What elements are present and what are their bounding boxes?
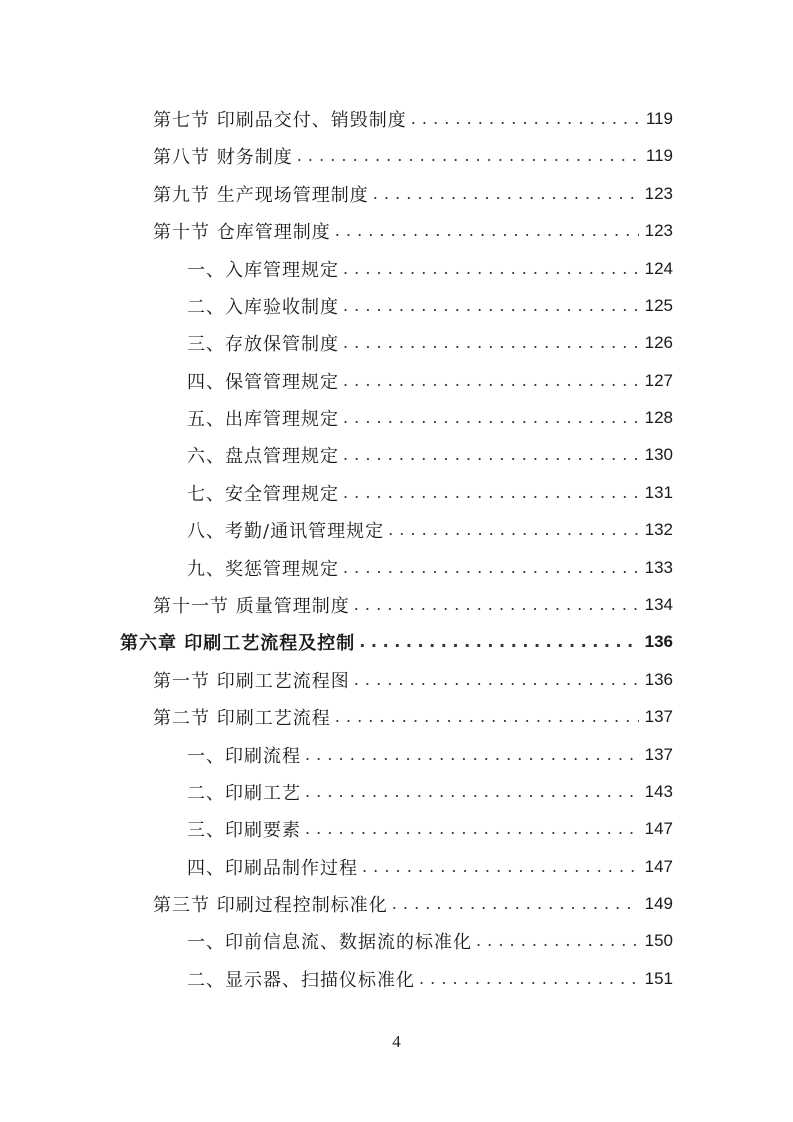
leader-dots [392, 896, 639, 912]
leader-dots [354, 597, 639, 613]
toc-entry-title: 五、出库管理规定 [187, 408, 339, 430]
leader-dots [305, 784, 639, 800]
toc-entry-page: 133 [644, 557, 673, 577]
toc-entry[interactable] [187, 810, 673, 847]
leader-dots [359, 634, 638, 650]
leader-dots [354, 672, 639, 688]
toc-entry-page: 147 [644, 818, 673, 838]
toc-entry-title: 第一节 印刷工艺流程图 [153, 670, 350, 692]
leader-dots [343, 410, 639, 426]
leader-dots [476, 933, 639, 949]
leader-dots [343, 373, 639, 389]
leader-dots [343, 447, 639, 463]
toc-entry-title: 四、保管管理规定 [187, 371, 339, 393]
leader-dots [419, 971, 639, 987]
toc-entry[interactable] [153, 100, 673, 137]
leader-dots [305, 747, 639, 763]
leader-dots [305, 821, 639, 837]
toc-entry-title: 一、印刷流程 [187, 745, 301, 767]
leader-dots [297, 148, 640, 164]
toc-entry[interactable] [153, 698, 673, 735]
toc-entry-page: 147 [644, 856, 673, 876]
leader-dots [373, 186, 639, 202]
toc-entry[interactable] [187, 773, 673, 810]
toc-entry-title: 第九节 生产现场管理制度 [153, 184, 369, 206]
toc-entry-page: 137 [644, 744, 673, 764]
toc-entry-page: 125 [644, 295, 673, 315]
toc-entry[interactable] [187, 436, 673, 473]
leader-dots [343, 261, 639, 277]
toc-entry[interactable] [153, 137, 673, 174]
toc-entry[interactable] [187, 960, 673, 997]
toc-entry-page: 127 [644, 370, 673, 390]
toc-entry-page: 136 [644, 631, 673, 651]
toc-entry-title: 九、奖惩管理规定 [187, 558, 339, 580]
toc-entry-page: 124 [644, 258, 673, 278]
toc-entry-title: 三、印刷要素 [187, 819, 301, 841]
leader-dots [335, 709, 639, 725]
toc-entry[interactable] [187, 922, 673, 959]
toc-entry-title: 第八节 财务制度 [153, 146, 293, 168]
toc-entry-title: 二、显示器、扫描仪标准化 [187, 969, 415, 991]
toc-entry-title: 六、盘点管理规定 [187, 445, 339, 467]
toc-entry[interactable] [153, 661, 673, 698]
toc-entry-title: 第二节 印刷工艺流程 [153, 707, 331, 729]
toc-entry-page: 130 [644, 444, 673, 464]
toc-entry-title: 一、印前信息流、数据流的标准化 [187, 931, 472, 953]
toc-entry-title: 第十一节 质量管理制度 [153, 595, 350, 617]
leader-dots [343, 560, 639, 576]
toc-entry-page: 119 [645, 108, 673, 128]
toc-entry-title: 三、存放保管制度 [187, 333, 339, 355]
toc-entry-title: 七、安全管理规定 [187, 483, 339, 505]
toc-entry-title: 第三节 印刷过程控制标准化 [153, 894, 388, 916]
toc-entry-title: 第六章 印刷工艺流程及控制 [120, 632, 356, 654]
toc-entry[interactable] [187, 362, 673, 399]
page-number: 4 [392, 1032, 401, 1051]
toc-entry[interactable] [187, 474, 673, 511]
toc-entry[interactable] [187, 511, 673, 548]
leader-dots [335, 223, 639, 239]
leader-dots [411, 111, 640, 127]
toc-entry-title: 一、入库管理规定 [187, 259, 339, 281]
toc-entry-page: 136 [644, 669, 673, 689]
toc-entry-page: 150 [644, 930, 673, 950]
toc-entry[interactable] [187, 324, 673, 361]
toc-entry[interactable] [187, 736, 673, 773]
toc-entry-page: 149 [644, 893, 673, 913]
toc-entry[interactable] [153, 885, 673, 922]
toc-entry-page: 151 [644, 968, 673, 988]
toc-entry-page: 132 [644, 519, 673, 539]
toc-entry[interactable] [187, 848, 673, 885]
toc-entry-page: 128 [644, 407, 673, 427]
toc-entry-page: 143 [644, 781, 673, 801]
toc-entry-page: 131 [644, 482, 673, 502]
leader-dots [343, 298, 639, 314]
toc-entry[interactable] [187, 287, 673, 324]
toc-entry-title: 二、入库验收制度 [187, 296, 339, 318]
toc-entry-page: 119 [645, 145, 673, 165]
toc-entry-page: 126 [644, 332, 673, 352]
toc-entry-title: 第七节 印刷品交付、销毁制度 [153, 109, 407, 131]
leader-dots [362, 859, 639, 875]
leader-dots [388, 522, 639, 538]
toc-entry-page: 137 [644, 706, 673, 726]
toc-entry[interactable] [153, 175, 673, 212]
toc-entry-page: 134 [644, 594, 673, 614]
toc-entry-title: 八、考勤/通讯管理规定 [187, 520, 385, 542]
toc-entry-title: 第十节 仓库管理制度 [153, 221, 331, 243]
leader-dots [343, 335, 639, 351]
toc-entry-title: 四、印刷品制作过程 [187, 857, 358, 879]
toc-entry-page: 123 [644, 220, 673, 240]
toc-entry-page: 123 [644, 183, 673, 203]
toc-entry[interactable] [153, 212, 673, 249]
leader-dots [343, 485, 639, 501]
toc-entry[interactable] [187, 399, 673, 436]
toc-entry[interactable] [187, 549, 673, 586]
toc-entry[interactable] [153, 586, 673, 623]
toc-entry-title: 二、印刷工艺 [187, 782, 301, 804]
toc-entry[interactable] [187, 250, 673, 287]
toc-chapter-entry[interactable] [120, 623, 673, 660]
